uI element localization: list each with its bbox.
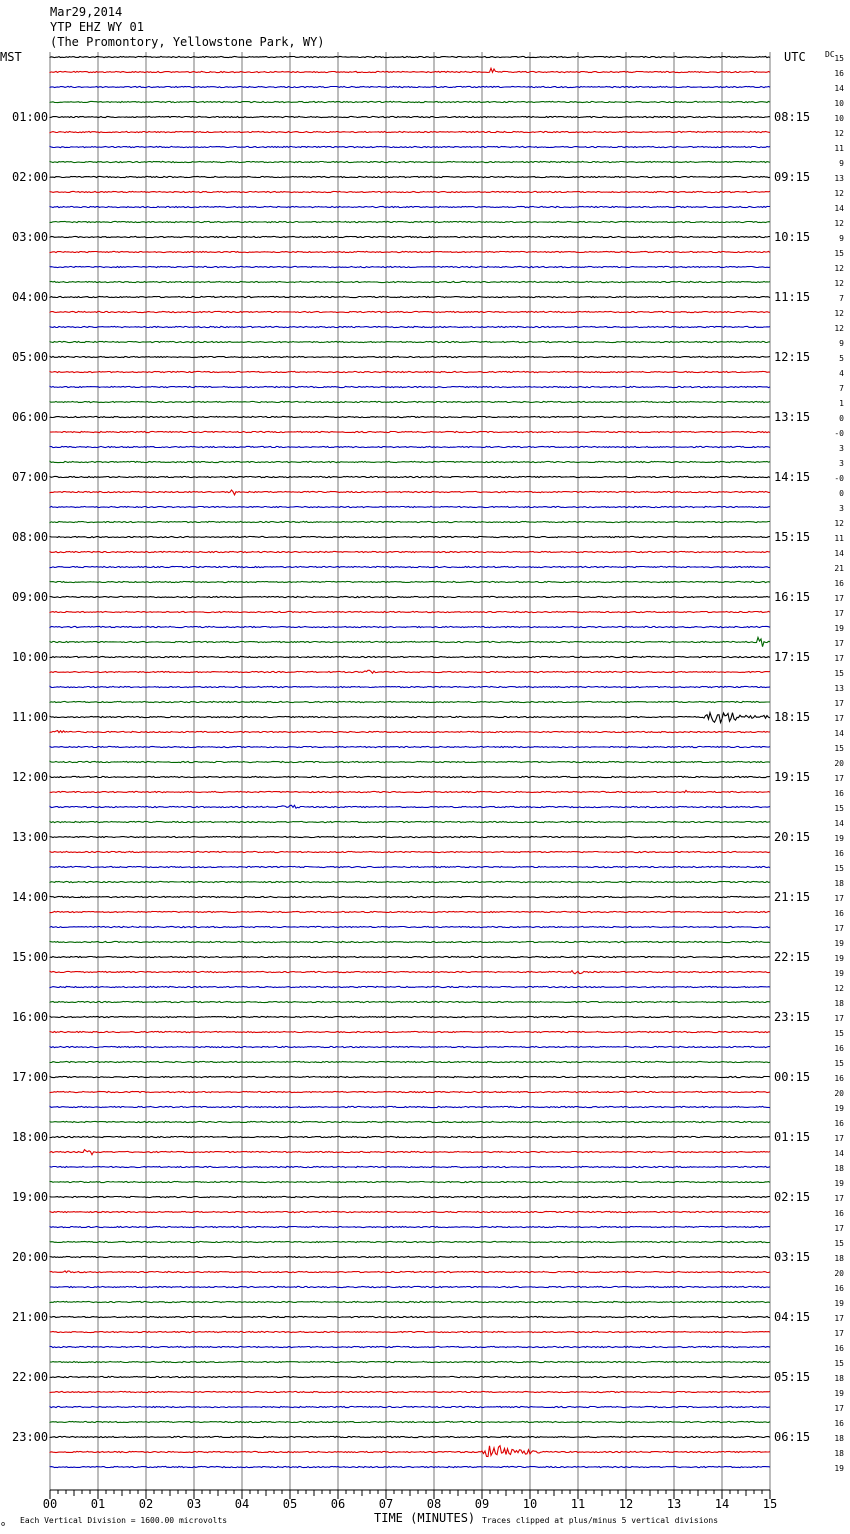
dc-offset-label: 19 <box>834 1179 844 1188</box>
mst-hour-label: 07:00 <box>12 470 49 484</box>
seismic-trace <box>50 1436 770 1437</box>
utc-hour-label: 19:15 <box>774 770 811 784</box>
dc-offset-label: 17 <box>834 1404 844 1413</box>
left-axis-label: MST <box>0 50 22 64</box>
utc-hour-label: 01:15 <box>774 1130 811 1144</box>
dc-offset-label: 16 <box>834 579 844 588</box>
header-station: YTP EHZ WY 01 <box>50 20 144 34</box>
dc-offset-label: 14 <box>834 84 844 93</box>
seismic-trace <box>50 746 770 747</box>
seismic-trace <box>50 1196 770 1197</box>
dc-offset-label: 18 <box>834 999 844 1008</box>
dc-offset-label: 21 <box>834 564 844 573</box>
mst-hour-label: 23:00 <box>12 1430 49 1444</box>
dc-offset-label: 16 <box>834 789 844 798</box>
dc-offset-label: 16 <box>834 909 844 918</box>
mst-hour-label: 22:00 <box>12 1370 49 1384</box>
seismic-trace <box>50 1046 770 1047</box>
dc-offset-label: 12 <box>834 264 844 273</box>
utc-hour-label: 10:15 <box>774 230 811 244</box>
seismic-trace <box>50 1061 770 1062</box>
seismic-trace <box>50 1271 770 1273</box>
clip-note: Traces clipped at plus/minus 5 vertical divisions <box>482 1516 719 1525</box>
seismic-trace <box>50 1346 770 1347</box>
dc-offset-label: 16 <box>834 1119 844 1128</box>
dc-offset-label: 3 <box>839 459 844 468</box>
x-tick-label: 13 <box>666 1497 682 1511</box>
seismic-trace <box>50 971 770 974</box>
dc-offset-label: 11 <box>834 534 844 543</box>
seismic-trace <box>50 446 770 447</box>
utc-hour-label: 12:15 <box>774 350 811 364</box>
seismic-trace <box>50 146 770 147</box>
seismic-trace <box>50 206 770 207</box>
dc-offset-label: 14 <box>834 204 844 213</box>
dc-offset-label: 4 <box>839 369 844 378</box>
dc-offset-label: 14 <box>834 549 844 558</box>
dc-offset-label: 19 <box>834 969 844 978</box>
dc-offset-label: 19 <box>834 1104 844 1113</box>
dc-offset-label: 9 <box>839 159 844 168</box>
seismic-trace <box>50 296 770 297</box>
seismic-trace <box>50 176 770 177</box>
utc-hour-label: 13:15 <box>774 410 811 424</box>
seismic-trace <box>50 1446 770 1457</box>
seismic-trace <box>50 731 770 733</box>
dc-offset-label: 19 <box>834 1299 844 1308</box>
dc-offset-label: 16 <box>834 1209 844 1218</box>
dc-offset-label: 7 <box>839 294 844 303</box>
dc-offset-label: 15 <box>834 249 844 258</box>
seismic-trace <box>50 1226 770 1227</box>
seismic-trace <box>50 1391 770 1392</box>
utc-hour-label: 21:15 <box>774 890 811 904</box>
dc-offset-label: 18 <box>834 1254 844 1263</box>
seismic-trace <box>50 236 770 237</box>
dc-offset-label: 19 <box>834 1464 844 1473</box>
seismic-trace <box>50 1361 770 1362</box>
seismic-trace <box>50 656 770 657</box>
dc-offset-label: 11 <box>834 144 844 153</box>
dc-offset-label: 0 <box>839 489 844 498</box>
utc-hour-label: 08:15 <box>774 110 811 124</box>
dc-offset-label: 10 <box>834 114 844 123</box>
seismic-trace <box>50 911 770 912</box>
dc-offset-label: 1 <box>839 399 844 408</box>
utc-hour-label: 04:15 <box>774 1310 811 1324</box>
dc-offset-label: 16 <box>834 1284 844 1293</box>
seismic-trace <box>50 1331 770 1332</box>
seismic-trace <box>50 926 770 927</box>
dc-offset-label: 12 <box>834 219 844 228</box>
mst-hour-label: 19:00 <box>12 1190 49 1204</box>
dc-offset-label: 19 <box>834 1389 844 1398</box>
utc-hour-label: 22:15 <box>774 950 811 964</box>
seismic-trace <box>50 686 770 687</box>
utc-hour-label: 15:15 <box>774 530 811 544</box>
seismic-trace <box>50 1421 770 1422</box>
mst-hour-label: 13:00 <box>12 830 49 844</box>
seismic-trace <box>50 536 770 537</box>
dc-offset-label: 15 <box>834 744 844 753</box>
seismic-trace <box>50 476 770 477</box>
mst-hour-label: 11:00 <box>12 710 49 724</box>
dc-offset-label: 3 <box>839 444 844 453</box>
dc-offset-label: 16 <box>834 1074 844 1083</box>
utc-hour-label: 17:15 <box>774 650 811 664</box>
seismic-trace <box>50 1166 770 1167</box>
mst-hour-label: 16:00 <box>12 1010 49 1024</box>
seismic-trace <box>50 1136 770 1137</box>
seismic-trace <box>50 461 770 462</box>
seismic-trace <box>50 637 770 646</box>
dc-offset-label: 17 <box>834 1014 844 1023</box>
scale-note: Each Vertical Division = 1600.00 microvolts <box>20 1516 228 1525</box>
seismic-trace <box>50 1466 770 1467</box>
seismic-trace <box>50 101 770 102</box>
mst-hour-label: 20:00 <box>12 1250 49 1264</box>
mst-hour-label: 08:00 <box>12 530 49 544</box>
seismic-trace <box>50 311 770 312</box>
seismic-trace <box>50 851 770 852</box>
seismic-trace <box>50 281 770 282</box>
corner-mark: ʘ <box>1 1520 6 1528</box>
seismic-trace <box>50 1376 770 1377</box>
x-tick-label: 14 <box>714 1497 730 1511</box>
x-tick-label: 09 <box>474 1497 490 1511</box>
seismic-trace <box>50 506 770 507</box>
dc-offset-label: 14 <box>834 819 844 828</box>
mst-hour-label: 21:00 <box>12 1310 49 1324</box>
seismic-trace <box>50 131 770 132</box>
x-tick-label: 15 <box>762 1497 778 1511</box>
seismic-trace <box>50 701 770 702</box>
utc-hour-label: 18:15 <box>774 710 811 724</box>
dc-offset-label: -0 <box>834 474 844 483</box>
seismic-trace <box>50 490 770 495</box>
seismic-trace <box>50 221 770 222</box>
dc-offset-label: 18 <box>834 1434 844 1443</box>
seismic-trace <box>50 431 770 432</box>
utc-hour-label: 16:15 <box>774 590 811 604</box>
x-tick-label: 02 <box>138 1497 154 1511</box>
dc-offset-label: 17 <box>834 1314 844 1323</box>
dc-offset-label: 19 <box>834 954 844 963</box>
dc-offset-label: 12 <box>834 324 844 333</box>
seismic-trace <box>50 326 770 327</box>
seismic-trace <box>50 1256 770 1257</box>
seismic-trace <box>50 521 770 522</box>
mst-hour-label: 15:00 <box>12 950 49 964</box>
dc-offset-label: 9 <box>839 339 844 348</box>
mst-hour-label: 02:00 <box>12 170 49 184</box>
mst-hour-label: 01:00 <box>12 110 49 124</box>
dc-offset-label: 18 <box>834 1449 844 1458</box>
seismic-trace <box>50 790 770 792</box>
dc-offset-label: 14 <box>834 1149 844 1158</box>
seismic-trace <box>50 266 770 267</box>
dc-offset-label: 15 <box>834 1359 844 1368</box>
x-tick-label: 00 <box>42 1497 58 1511</box>
seismic-trace <box>50 805 770 808</box>
dc-offset-label: 18 <box>834 1374 844 1383</box>
dc-offset-label: 9 <box>839 234 844 243</box>
seismic-trace <box>50 941 770 942</box>
dc-offset-label: 3 <box>839 504 844 513</box>
x-tick-label: 05 <box>282 1497 298 1511</box>
seismic-trace <box>50 1406 770 1407</box>
dc-offset-label: 7 <box>839 384 844 393</box>
dc-offset-label: 17 <box>834 1224 844 1233</box>
dc-offset-label: 17 <box>834 894 844 903</box>
seismic-trace <box>50 86 770 87</box>
x-tick-label: 10 <box>522 1497 538 1511</box>
seismic-trace <box>50 1211 770 1212</box>
dc-offset-label: 17 <box>834 774 844 783</box>
dc-offset-label: 12 <box>834 519 844 528</box>
seismic-trace <box>50 1076 770 1077</box>
utc-hour-label: 06:15 <box>774 1430 811 1444</box>
dc-offset-label: 5 <box>839 354 844 363</box>
mst-hour-label: 03:00 <box>12 230 49 244</box>
x-tick-label: 08 <box>426 1497 442 1511</box>
dc-offset-label: 12 <box>834 309 844 318</box>
seismic-trace <box>50 341 770 342</box>
mst-hour-label: 04:00 <box>12 290 49 304</box>
dc-offset-label: 19 <box>834 939 844 948</box>
seismic-trace <box>50 596 770 597</box>
dc-offset-labels <box>834 54 844 1473</box>
dc-offset-label: 16 <box>834 69 844 78</box>
utc-hour-label: 20:15 <box>774 830 811 844</box>
dc-offset-label: 12 <box>834 189 844 198</box>
dc-offset-label: 16 <box>834 849 844 858</box>
seismic-traces <box>50 56 770 1467</box>
utc-hour-label: 05:15 <box>774 1370 811 1384</box>
mst-hour-labels <box>12 110 48 1444</box>
seismic-trace <box>50 1286 770 1287</box>
x-tick-label: 01 <box>90 1497 106 1511</box>
dc-offset-label: 17 <box>834 1194 844 1203</box>
x-axis-title: TIME (MINUTES) <box>374 1511 476 1525</box>
dc-offset-label: 16 <box>834 1344 844 1353</box>
dc-offset-label: 17 <box>834 1329 844 1338</box>
dc-offset-label: 19 <box>834 834 844 843</box>
seismic-trace <box>50 116 770 117</box>
dc-offset-label: 13 <box>834 174 844 183</box>
dc-offset-label: 19 <box>834 624 844 633</box>
mst-hour-label: 05:00 <box>12 350 49 364</box>
seismic-trace <box>50 611 770 612</box>
dc-offset-label: 15 <box>834 54 844 63</box>
x-tick-label: 06 <box>330 1497 346 1511</box>
utc-hour-label: 09:15 <box>774 170 811 184</box>
seismic-trace <box>50 251 770 252</box>
utc-hour-label: 11:15 <box>774 290 811 304</box>
header-date: Mar29,2014 <box>50 5 123 19</box>
dc-offset-label: 18 <box>834 1164 844 1173</box>
mst-hour-label: 10:00 <box>12 650 49 664</box>
seismic-trace <box>50 56 770 57</box>
dc-offset-label: 17 <box>834 609 844 618</box>
seismic-trace <box>50 1001 770 1002</box>
dc-offset-label: 12 <box>834 279 844 288</box>
time-axis <box>43 1490 777 1511</box>
seismic-trace <box>50 821 770 822</box>
seismic-trace <box>50 1031 770 1032</box>
seismic-trace <box>50 386 770 387</box>
dc-offset-label: 17 <box>834 654 844 663</box>
seismic-trace <box>50 1181 770 1182</box>
utc-hour-labels <box>774 110 810 1444</box>
seismic-trace <box>50 776 770 777</box>
utc-hour-label: 23:15 <box>774 1010 811 1024</box>
seismic-trace <box>50 191 770 192</box>
utc-hour-label: 14:15 <box>774 470 811 484</box>
seismic-trace <box>50 68 770 72</box>
dc-offset-label: 17 <box>834 594 844 603</box>
seismic-trace <box>50 401 770 402</box>
x-tick-label: 12 <box>618 1497 634 1511</box>
seismic-trace <box>50 1121 770 1122</box>
dc-offset-label: 14 <box>834 729 844 738</box>
header-location: (The Promontory, Yellowstone Park, WY) <box>50 35 325 49</box>
seismic-trace <box>50 881 770 882</box>
seismic-trace <box>50 670 770 673</box>
mst-hour-label: 18:00 <box>12 1130 49 1144</box>
mst-hour-label: 14:00 <box>12 890 49 904</box>
seismic-trace <box>50 371 770 372</box>
x-tick-label: 07 <box>378 1497 394 1511</box>
seismic-trace <box>50 581 770 582</box>
x-tick-label: 04 <box>234 1497 250 1511</box>
seismic-trace <box>50 836 770 837</box>
dc-offset-label: 18 <box>834 879 844 888</box>
dc-offset-label: 0 <box>839 414 844 423</box>
dc-offset-label: 17 <box>834 714 844 723</box>
seismic-trace <box>50 161 770 162</box>
seismic-trace <box>50 1241 770 1242</box>
utc-hour-label: 02:15 <box>774 1190 811 1204</box>
dc-offset-label: 20 <box>834 1089 844 1098</box>
dc-offset-label: 15 <box>834 1059 844 1068</box>
mst-hour-label: 09:00 <box>12 590 49 604</box>
mst-hour-label: 17:00 <box>12 1070 49 1084</box>
dc-offset-label: 12 <box>834 984 844 993</box>
dc-offset-label: 17 <box>834 639 844 648</box>
dc-label: DC <box>825 50 835 59</box>
utc-hour-label: 03:15 <box>774 1250 811 1264</box>
seismic-trace <box>50 713 770 723</box>
dc-offset-label: 17 <box>834 699 844 708</box>
dc-offset-label: 15 <box>834 864 844 873</box>
dc-offset-label: -0 <box>834 429 844 438</box>
dc-offset-label: 17 <box>834 1134 844 1143</box>
dc-offset-label: 15 <box>834 669 844 678</box>
dc-offset-label: 15 <box>834 1239 844 1248</box>
dc-offset-label: 15 <box>834 1029 844 1038</box>
dc-offset-label: 20 <box>834 1269 844 1278</box>
seismic-trace <box>50 1301 770 1302</box>
dc-offset-label: 13 <box>834 684 844 693</box>
seismic-trace <box>50 956 770 957</box>
dc-offset-label: 10 <box>834 99 844 108</box>
seismic-trace <box>50 626 770 627</box>
seismic-trace <box>50 1150 770 1155</box>
seismic-trace <box>50 1016 770 1017</box>
x-tick-label: 11 <box>570 1497 586 1511</box>
dc-offset-label: 15 <box>834 804 844 813</box>
seismic-trace <box>50 986 770 987</box>
seismic-trace <box>50 1316 770 1317</box>
dc-offset-label: 12 <box>834 129 844 138</box>
seismic-trace <box>50 566 770 567</box>
mst-hour-label: 06:00 <box>12 410 49 424</box>
utc-hour-label: 00:15 <box>774 1070 811 1084</box>
seismic-trace <box>50 356 770 357</box>
seismic-trace <box>50 761 770 762</box>
right-axis-label: UTC <box>784 50 806 64</box>
x-tick-label: 03 <box>186 1497 202 1511</box>
dc-offset-label: 16 <box>834 1044 844 1053</box>
dc-offset-label: 20 <box>834 759 844 768</box>
seismic-trace <box>50 896 770 897</box>
seismic-trace <box>50 1106 770 1107</box>
dc-offset-label: 16 <box>834 1419 844 1428</box>
seismic-trace <box>50 866 770 867</box>
seismic-trace <box>50 1091 770 1092</box>
seismic-trace <box>50 551 770 552</box>
mst-hour-label: 12:00 <box>12 770 49 784</box>
dc-offset-label: 17 <box>834 924 844 933</box>
seismic-trace <box>50 416 770 417</box>
